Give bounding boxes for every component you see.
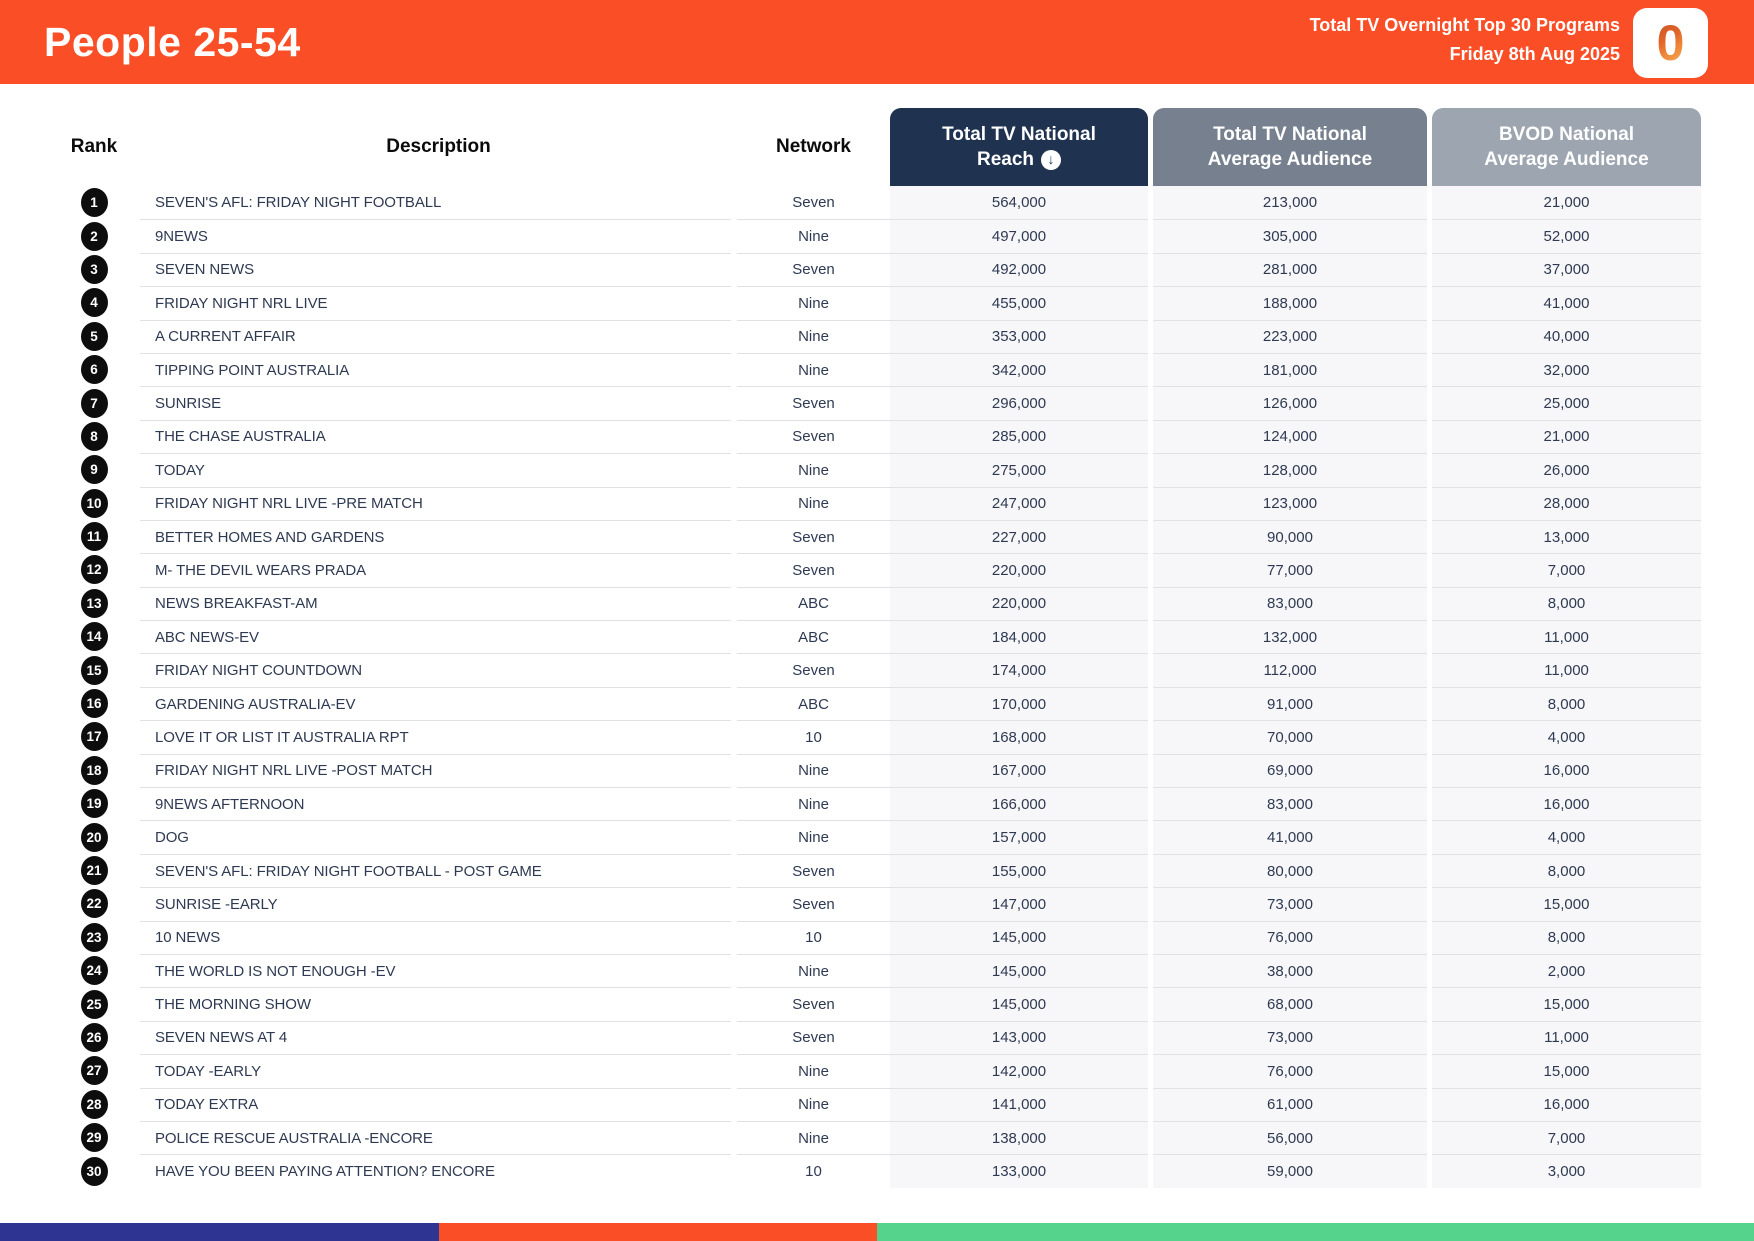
program-network: Nine xyxy=(737,754,890,787)
program-description: SEVEN NEWS xyxy=(140,253,731,286)
column-header-description: Description xyxy=(386,136,491,157)
rank-cell xyxy=(48,754,140,787)
rank-cell xyxy=(48,854,140,887)
rank-cell xyxy=(48,921,140,954)
table-row xyxy=(48,921,1754,954)
table-body xyxy=(48,186,1754,1188)
table-row xyxy=(48,420,1754,453)
program-network: Nine xyxy=(737,787,890,820)
rank-cell xyxy=(48,687,140,720)
table-row xyxy=(48,587,1754,620)
program-description: NEWS BREAKFAST-AM xyxy=(140,587,731,620)
rank-cell xyxy=(48,386,140,419)
rank-badge: 1 xyxy=(81,188,108,217)
program-network: Seven xyxy=(737,386,890,419)
total-tv-reach-value: 145,000 xyxy=(890,921,1148,954)
rank-cell xyxy=(48,720,140,753)
bvod-average-audience-value: 7,000 xyxy=(1432,1121,1701,1154)
rank-badge: 19 xyxy=(81,789,108,818)
table-row xyxy=(48,453,1754,486)
rank-badge: 28 xyxy=(81,1090,108,1119)
program-description: BETTER HOMES AND GARDENS xyxy=(140,520,731,553)
page-title: People 25-54 xyxy=(44,18,301,65)
table-row xyxy=(48,720,1754,753)
rank-cell xyxy=(48,1121,140,1154)
total-tv-reach-value: 157,000 xyxy=(890,820,1148,853)
bvod-average-audience-value: 7,000 xyxy=(1432,553,1701,586)
column-header-rank: Rank xyxy=(70,136,118,157)
total-tv-reach-value: 492,000 xyxy=(890,253,1148,286)
rank-badge: 21 xyxy=(81,856,108,885)
total-tv-average-audience-value: 68,000 xyxy=(1153,987,1427,1020)
header-line: Total TV National xyxy=(942,124,1096,145)
table-row xyxy=(48,887,1754,920)
program-description: M- THE DEVIL WEARS PRADA xyxy=(140,553,731,586)
rank-cell xyxy=(48,954,140,987)
rank-badge: 2 xyxy=(81,222,108,251)
rank-badge: 11 xyxy=(81,522,108,551)
program-description: 9NEWS xyxy=(140,219,731,252)
table-row xyxy=(48,820,1754,853)
bvod-average-audience-value: 32,000 xyxy=(1432,353,1701,386)
rank-cell xyxy=(48,186,140,219)
total-tv-reach-value: 167,000 xyxy=(890,754,1148,787)
total-tv-reach-value: 296,000 xyxy=(890,386,1148,419)
total-tv-average-audience-value: 76,000 xyxy=(1153,1054,1427,1087)
bvod-average-audience-value: 15,000 xyxy=(1432,987,1701,1020)
total-tv-average-audience-value: 91,000 xyxy=(1153,687,1427,720)
rank-badge: 9 xyxy=(81,455,108,484)
program-description: SUNRISE xyxy=(140,386,731,419)
table-row xyxy=(48,386,1754,419)
table-row xyxy=(48,1121,1754,1154)
bvod-average-audience-value: 41,000 xyxy=(1432,286,1701,319)
bvod-average-audience-value: 3,000 xyxy=(1432,1154,1701,1187)
table-row xyxy=(48,219,1754,252)
page-header-banner xyxy=(0,0,1754,84)
program-description: FRIDAY NIGHT COUNTDOWN xyxy=(140,653,731,686)
table-row xyxy=(48,286,1754,319)
total-tv-average-audience-value: 59,000 xyxy=(1153,1154,1427,1187)
total-tv-reach-value: 220,000 xyxy=(890,587,1148,620)
program-network: 10 xyxy=(737,921,890,954)
program-network: Seven xyxy=(737,987,890,1020)
total-tv-reach-value: 142,000 xyxy=(890,1054,1148,1087)
program-description: A CURRENT AFFAIR xyxy=(140,320,731,353)
bvod-average-audience-value: 8,000 xyxy=(1432,687,1701,720)
program-description: THE CHASE AUSTRALIA xyxy=(140,420,731,453)
rank-badge: 24 xyxy=(81,956,108,985)
total-tv-reach-value: 155,000 xyxy=(890,854,1148,887)
total-tv-reach-value: 564,000 xyxy=(890,186,1148,219)
bvod-average-audience-value: 15,000 xyxy=(1432,887,1701,920)
program-network: ABC xyxy=(737,587,890,620)
table-row xyxy=(48,1021,1754,1054)
program-description: SUNRISE -EARLY xyxy=(140,887,731,920)
program-network: Seven xyxy=(737,253,890,286)
bvod-average-audience-value: 16,000 xyxy=(1432,787,1701,820)
rank-badge: 16 xyxy=(81,689,108,718)
table-row xyxy=(48,520,1754,553)
total-tv-average-audience-value: 61,000 xyxy=(1153,1088,1427,1121)
table-row xyxy=(48,553,1754,586)
table-row xyxy=(48,687,1754,720)
table-row xyxy=(48,186,1754,219)
total-tv-average-audience-value: 83,000 xyxy=(1153,587,1427,620)
program-network: Nine xyxy=(737,219,890,252)
total-tv-average-audience-value: 83,000 xyxy=(1153,787,1427,820)
rank-badge: 25 xyxy=(81,990,108,1019)
program-description: 9NEWS AFTERNOON xyxy=(140,787,731,820)
table-row xyxy=(48,653,1754,686)
total-tv-reach-value: 141,000 xyxy=(890,1088,1148,1121)
rank-cell xyxy=(48,987,140,1020)
bvod-average-audience-value: 13,000 xyxy=(1432,520,1701,553)
bvod-average-audience-value: 26,000 xyxy=(1432,453,1701,486)
column-header-network: Network xyxy=(776,136,851,157)
total-tv-average-audience-value: 56,000 xyxy=(1153,1121,1427,1154)
program-network: Nine xyxy=(737,1054,890,1087)
total-tv-average-audience-value: 76,000 xyxy=(1153,921,1427,954)
bvod-average-audience-value: 52,000 xyxy=(1432,219,1701,252)
rank-cell xyxy=(48,820,140,853)
rank-badge: 12 xyxy=(81,555,108,584)
top30-table xyxy=(0,84,1754,1188)
table-row xyxy=(48,253,1754,286)
program-description: SEVEN'S AFL: FRIDAY NIGHT FOOTBALL xyxy=(155,194,442,212)
program-description: THE WORLD IS NOT ENOUGH -EV xyxy=(140,954,731,987)
program-network: Nine xyxy=(737,1121,890,1154)
column-header-total-tv-average-audience xyxy=(1153,108,1427,186)
program-description: SEVEN NEWS AT 4 xyxy=(140,1021,731,1054)
bvod-average-audience-value: 40,000 xyxy=(1432,320,1701,353)
table-row xyxy=(48,1054,1754,1087)
total-tv-reach-value: 166,000 xyxy=(890,787,1148,820)
program-network: ABC xyxy=(737,687,890,720)
rank-cell xyxy=(48,653,140,686)
table-row xyxy=(48,854,1754,887)
total-tv-average-audience-value: 305,000 xyxy=(1153,219,1427,252)
rank-cell xyxy=(48,453,140,486)
rank-badge: 7 xyxy=(81,389,108,418)
program-network: 10 xyxy=(737,720,890,753)
column-header-bvod-average-audience xyxy=(1432,108,1701,186)
rank-cell xyxy=(48,1154,140,1187)
total-tv-reach-value: 138,000 xyxy=(890,1121,1148,1154)
total-tv-reach-value: 170,000 xyxy=(890,687,1148,720)
program-description: TODAY -EARLY xyxy=(140,1054,731,1087)
bvod-average-audience-value: 11,000 xyxy=(1432,653,1701,686)
program-description: TODAY EXTRA xyxy=(140,1088,731,1121)
total-tv-average-audience-value: 213,000 xyxy=(1153,186,1427,219)
bvod-average-audience-value: 21,000 xyxy=(1432,420,1701,453)
program-network: Seven xyxy=(737,553,890,586)
program-network: Nine xyxy=(737,320,890,353)
rank-cell xyxy=(48,487,140,520)
footer-segment xyxy=(877,1223,1754,1241)
rank-badge: 8 xyxy=(81,422,108,451)
total-tv-average-audience-value: 90,000 xyxy=(1153,520,1427,553)
total-tv-average-audience-value: 126,000 xyxy=(1153,386,1427,419)
total-tv-reach-value: 342,000 xyxy=(890,353,1148,386)
column-header-total-tv-reach[interactable] xyxy=(890,108,1148,186)
program-network: Nine xyxy=(737,453,890,486)
total-tv-reach-value: 184,000 xyxy=(890,620,1148,653)
oztam-logo-zero-icon: 0 xyxy=(1656,15,1685,71)
program-description: THE MORNING SHOW xyxy=(140,987,731,1020)
total-tv-average-audience-value: 128,000 xyxy=(1153,453,1427,486)
table-row xyxy=(48,954,1754,987)
table-row xyxy=(48,1088,1754,1121)
rank-badge: 22 xyxy=(81,889,108,918)
program-description: SEVEN'S AFL: FRIDAY NIGHT FOOTBALL - POST GAME xyxy=(140,854,731,887)
table-row xyxy=(48,787,1754,820)
program-network: Seven xyxy=(737,887,890,920)
total-tv-average-audience-value: 41,000 xyxy=(1153,820,1427,853)
rank-badge: 10 xyxy=(81,489,108,518)
total-tv-average-audience-value: 73,000 xyxy=(1153,1021,1427,1054)
program-description: HAVE YOU BEEN PAYING ATTENTION? ENCORE xyxy=(140,1154,731,1187)
program-description: POLICE RESCUE AUSTRALIA -ENCORE xyxy=(140,1121,731,1154)
rank-badge: 14 xyxy=(81,622,108,651)
header-line: Average Audience xyxy=(1484,149,1649,170)
rank-badge: 26 xyxy=(81,1023,108,1052)
table-row xyxy=(48,620,1754,653)
total-tv-average-audience-value: 188,000 xyxy=(1153,286,1427,319)
bvod-average-audience-value: 16,000 xyxy=(1432,754,1701,787)
rank-cell xyxy=(48,620,140,653)
total-tv-reach-value: 133,000 xyxy=(890,1154,1148,1187)
program-network: Seven xyxy=(737,1021,890,1054)
total-tv-reach-value: 247,000 xyxy=(890,487,1148,520)
program-network: Seven xyxy=(737,420,890,453)
total-tv-reach-value: 285,000 xyxy=(890,420,1148,453)
rank-badge: 23 xyxy=(81,923,108,952)
report-subtitle xyxy=(1310,11,1620,69)
table-row xyxy=(48,487,1754,520)
total-tv-reach-value: 174,000 xyxy=(890,653,1148,686)
program-description: TIPPING POINT AUSTRALIA xyxy=(140,353,731,386)
sort-descending-icon[interactable]: ↓ xyxy=(1041,150,1061,170)
rank-badge: 6 xyxy=(81,355,108,384)
footer-segment xyxy=(439,1223,878,1241)
rank-badge: 3 xyxy=(81,255,108,284)
total-tv-average-audience-value: 73,000 xyxy=(1153,887,1427,920)
footer-segment xyxy=(0,1223,439,1241)
total-tv-reach-value: 147,000 xyxy=(890,887,1148,920)
program-description: LOVE IT OR LIST IT AUSTRALIA RPT xyxy=(140,720,731,753)
bvod-average-audience-value: 16,000 xyxy=(1432,1088,1701,1121)
table-row xyxy=(48,1154,1754,1187)
program-description: ABC NEWS-EV xyxy=(140,620,731,653)
program-network: Nine xyxy=(737,820,890,853)
rank-cell xyxy=(48,887,140,920)
total-tv-average-audience-value: 77,000 xyxy=(1153,553,1427,586)
rank-cell xyxy=(48,286,140,319)
program-network: Seven xyxy=(737,520,890,553)
rank-cell xyxy=(48,553,140,586)
program-description: TODAY xyxy=(140,453,731,486)
program-network: Nine xyxy=(737,954,890,987)
header-line: Reach xyxy=(976,149,1035,170)
rank-badge: 17 xyxy=(81,722,108,751)
bvod-average-audience-value: 4,000 xyxy=(1432,820,1701,853)
total-tv-reach-value: 220,000 xyxy=(890,553,1148,586)
program-description: 10 NEWS xyxy=(140,921,731,954)
total-tv-reach-value: 353,000 xyxy=(890,320,1148,353)
program-network: Nine xyxy=(737,1088,890,1121)
rank-badge: 29 xyxy=(81,1123,108,1152)
rank-cell xyxy=(48,1054,140,1087)
program-description: FRIDAY NIGHT NRL LIVE -POST MATCH xyxy=(140,754,731,787)
bvod-average-audience-value: 37,000 xyxy=(1432,253,1701,286)
rank-cell xyxy=(48,520,140,553)
rank-cell xyxy=(48,320,140,353)
header-line: Total TV National xyxy=(1213,124,1367,145)
rank-badge: 27 xyxy=(81,1056,108,1085)
footer-color-bar xyxy=(0,1223,1754,1241)
bvod-average-audience-value: 8,000 xyxy=(1432,921,1701,954)
rank-cell xyxy=(48,1088,140,1121)
bvod-average-audience-value: 15,000 xyxy=(1432,1054,1701,1087)
total-tv-average-audience-value: 69,000 xyxy=(1153,754,1427,787)
total-tv-average-audience-value: 123,000 xyxy=(1153,487,1427,520)
total-tv-average-audience-value: 181,000 xyxy=(1153,353,1427,386)
total-tv-average-audience-value: 124,000 xyxy=(1153,420,1427,453)
program-description: GARDENING AUSTRALIA-EV xyxy=(140,687,731,720)
table-row xyxy=(48,320,1754,353)
total-tv-average-audience-value: 281,000 xyxy=(1153,253,1427,286)
rank-cell xyxy=(48,587,140,620)
rank-badge: 13 xyxy=(81,589,108,618)
report-subtitle-line1: Total TV Overnight Top 30 Programs xyxy=(1309,15,1620,35)
rank-cell xyxy=(48,1021,140,1054)
rank-cell xyxy=(48,420,140,453)
program-network: Nine xyxy=(737,487,890,520)
program-network: Seven xyxy=(737,653,890,686)
total-tv-average-audience-value: 112,000 xyxy=(1153,653,1427,686)
program-description: FRIDAY NIGHT NRL LIVE xyxy=(140,286,731,319)
rank-badge: 5 xyxy=(81,322,108,351)
total-tv-reach-value: 145,000 xyxy=(890,987,1148,1020)
total-tv-reach-value: 227,000 xyxy=(890,520,1148,553)
bvod-average-audience-value: 8,000 xyxy=(1432,854,1701,887)
total-tv-reach-value: 168,000 xyxy=(890,720,1148,753)
rank-badge: 20 xyxy=(81,823,108,852)
program-description: FRIDAY NIGHT NRL LIVE -PRE MATCH xyxy=(140,487,731,520)
table-row xyxy=(48,353,1754,386)
oztam-logo xyxy=(1633,8,1708,78)
total-tv-average-audience-value: 80,000 xyxy=(1153,854,1427,887)
bvod-average-audience-value: 11,000 xyxy=(1432,620,1701,653)
total-tv-reach-value: 145,000 xyxy=(890,954,1148,987)
total-tv-reach-value: 497,000 xyxy=(890,219,1148,252)
rank-badge: 30 xyxy=(81,1157,108,1186)
program-description: DOG xyxy=(140,820,731,853)
rank-badge: 18 xyxy=(81,756,108,785)
bvod-average-audience-value: 25,000 xyxy=(1432,386,1701,419)
rank-cell xyxy=(48,787,140,820)
header-line: BVOD National xyxy=(1498,124,1635,145)
program-network: Nine xyxy=(737,286,890,319)
table-header-row xyxy=(48,108,1754,186)
bvod-average-audience-value: 11,000 xyxy=(1432,1021,1701,1054)
program-network: ABC xyxy=(737,620,890,653)
program-network: Seven xyxy=(792,194,835,212)
rank-cell xyxy=(48,253,140,286)
report-subtitle-line2: Friday 8th Aug 2025 xyxy=(1449,44,1620,64)
bvod-average-audience-value: 4,000 xyxy=(1432,720,1701,753)
bvod-average-audience-value: 2,000 xyxy=(1432,954,1701,987)
rank-badge: 15 xyxy=(81,656,108,685)
total-tv-reach-value: 275,000 xyxy=(890,453,1148,486)
header-line: Average Audience xyxy=(1207,149,1373,170)
program-network: Seven xyxy=(737,854,890,887)
bvod-average-audience-value: 8,000 xyxy=(1432,587,1701,620)
rank-cell xyxy=(48,219,140,252)
total-tv-average-audience-value: 223,000 xyxy=(1153,320,1427,353)
bvod-average-audience-value: 28,000 xyxy=(1432,487,1701,520)
total-tv-average-audience-value: 70,000 xyxy=(1153,720,1427,753)
program-network: 10 xyxy=(737,1154,890,1187)
program-network: Nine xyxy=(737,353,890,386)
total-tv-reach-value: 143,000 xyxy=(890,1021,1148,1054)
table-row xyxy=(48,987,1754,1020)
rank-badge: 4 xyxy=(81,288,108,317)
table-row xyxy=(48,754,1754,787)
bvod-average-audience-value: 21,000 xyxy=(1432,186,1701,219)
rank-cell xyxy=(48,353,140,386)
total-tv-reach-value: 455,000 xyxy=(890,286,1148,319)
total-tv-average-audience-value: 132,000 xyxy=(1153,620,1427,653)
total-tv-average-audience-value: 38,000 xyxy=(1153,954,1427,987)
